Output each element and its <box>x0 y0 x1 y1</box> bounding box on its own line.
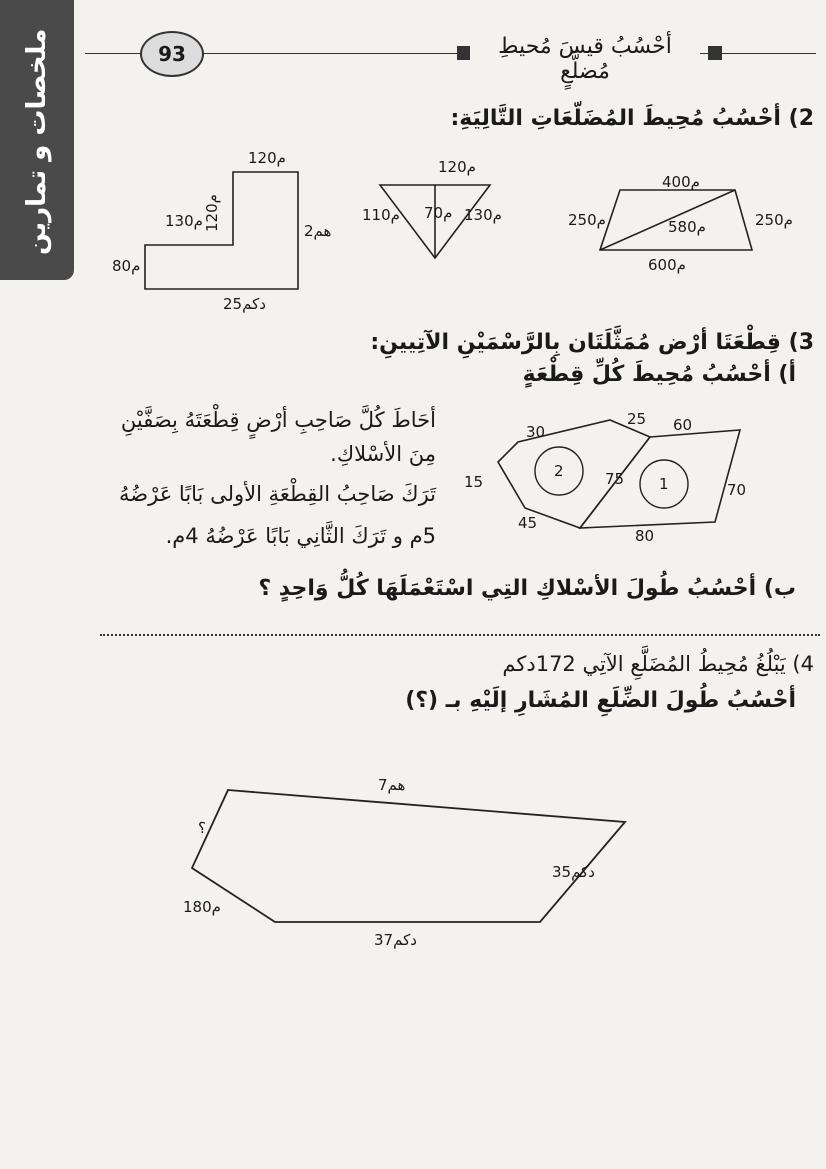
section-divider <box>100 634 820 636</box>
q4-left: 180م <box>183 898 221 916</box>
q3-part-b: ب) أحْسُبُ طُولَ الأسْلاكِ التِي اسْتَعْمَلَهَا كُلُّ وَاحِدٍ ؟ <box>258 576 796 601</box>
fig2-top: 120م <box>438 158 476 176</box>
fig1-left-top: 130م <box>165 212 203 230</box>
q3-text-line-2: مِنَ الأسْلاكِ. <box>330 442 436 466</box>
q3-text-line-3: تَرَكَ صَاحِبُ القِطْعَةِ الأولى بَابًا عَرْضُهُ <box>119 482 436 506</box>
page-number: 93 <box>140 31 204 77</box>
plot-2-label: 2 <box>554 462 564 480</box>
fig1-left: 80م <box>112 257 141 275</box>
fig3-top: 400م <box>662 173 700 191</box>
q3-side-75: 75 <box>605 470 625 488</box>
q3-title: 3) قِطْعَتَا أرْض مُمَثَّلَتَان بِالرَّسْمَيْنِ الآتِيينِ: <box>370 330 814 355</box>
q3-text-line-1: أحَاطَ كُلَّ صَاحِبِ أرْضٍ قِطْعَتَهُ بِصَفَّيْنِ <box>120 408 436 432</box>
q4-polygon <box>192 790 625 922</box>
q3-plot-2-outline <box>498 420 650 528</box>
fig1-right: 2هم <box>304 222 332 240</box>
fig2-middle: 70م <box>424 204 453 222</box>
q3-side-25: 25 <box>627 410 647 428</box>
q3-side-30: 30 <box>526 423 546 441</box>
q3-side-70: 70 <box>727 481 747 499</box>
fig3-diagonal: 580م <box>668 218 706 236</box>
q4-line-2: أحْسُبُ طُولَ الضِّلَعِ المُشَارِ إلَيْهِ بـ (؟) <box>405 688 796 713</box>
q3-side-60: 60 <box>673 416 693 434</box>
fig2-left: 110م <box>362 206 400 224</box>
page-title: أحْسُبُ قيسَ مُحيطِ مُضلَّعٍ <box>470 34 700 84</box>
q3-side-80: 80 <box>635 527 655 545</box>
fig3-left: 250م <box>568 211 606 229</box>
q2-title: 2) أحْسُبُ مُحِيطَ المُضَلّعَاتِ التَّالِيَةِ: <box>450 106 814 131</box>
fig3-right: 250م <box>755 211 793 229</box>
q2-figure-l-shape <box>145 172 298 289</box>
q3-side-45: 45 <box>518 514 538 532</box>
q3-side-15: 15 <box>464 473 484 491</box>
fig3-bottom: 600م <box>648 256 686 274</box>
q4-bottom: 37دكم <box>374 931 417 949</box>
q4-top: 7هم <box>378 776 406 794</box>
q3-text-line-4: 5م و تَرَكَ الثَّانِي بَابًا عَرْضُهُ 4م. <box>165 524 436 548</box>
q3-part-a: أ) أحْسُبُ مُحِيطَ كُلِّ قِطْعَةٍ <box>522 362 796 387</box>
fig2-right: 130م <box>464 206 502 224</box>
q4-question: ؟ <box>198 819 206 837</box>
plot-1-label: 1 <box>659 475 669 493</box>
fig1-vertical: 120م <box>203 194 221 232</box>
fig1-bottom: 25دكم <box>223 295 266 313</box>
q4-right: 35دكم <box>552 863 595 881</box>
q4-line-1: 4) يَبْلُغُ مُحِيطُ المُضَلَّعِ الآتِي 172دكم <box>502 652 814 676</box>
fig1-top: 120م <box>248 149 286 167</box>
side-tab-label: ملخصات و تمارين <box>22 28 52 255</box>
